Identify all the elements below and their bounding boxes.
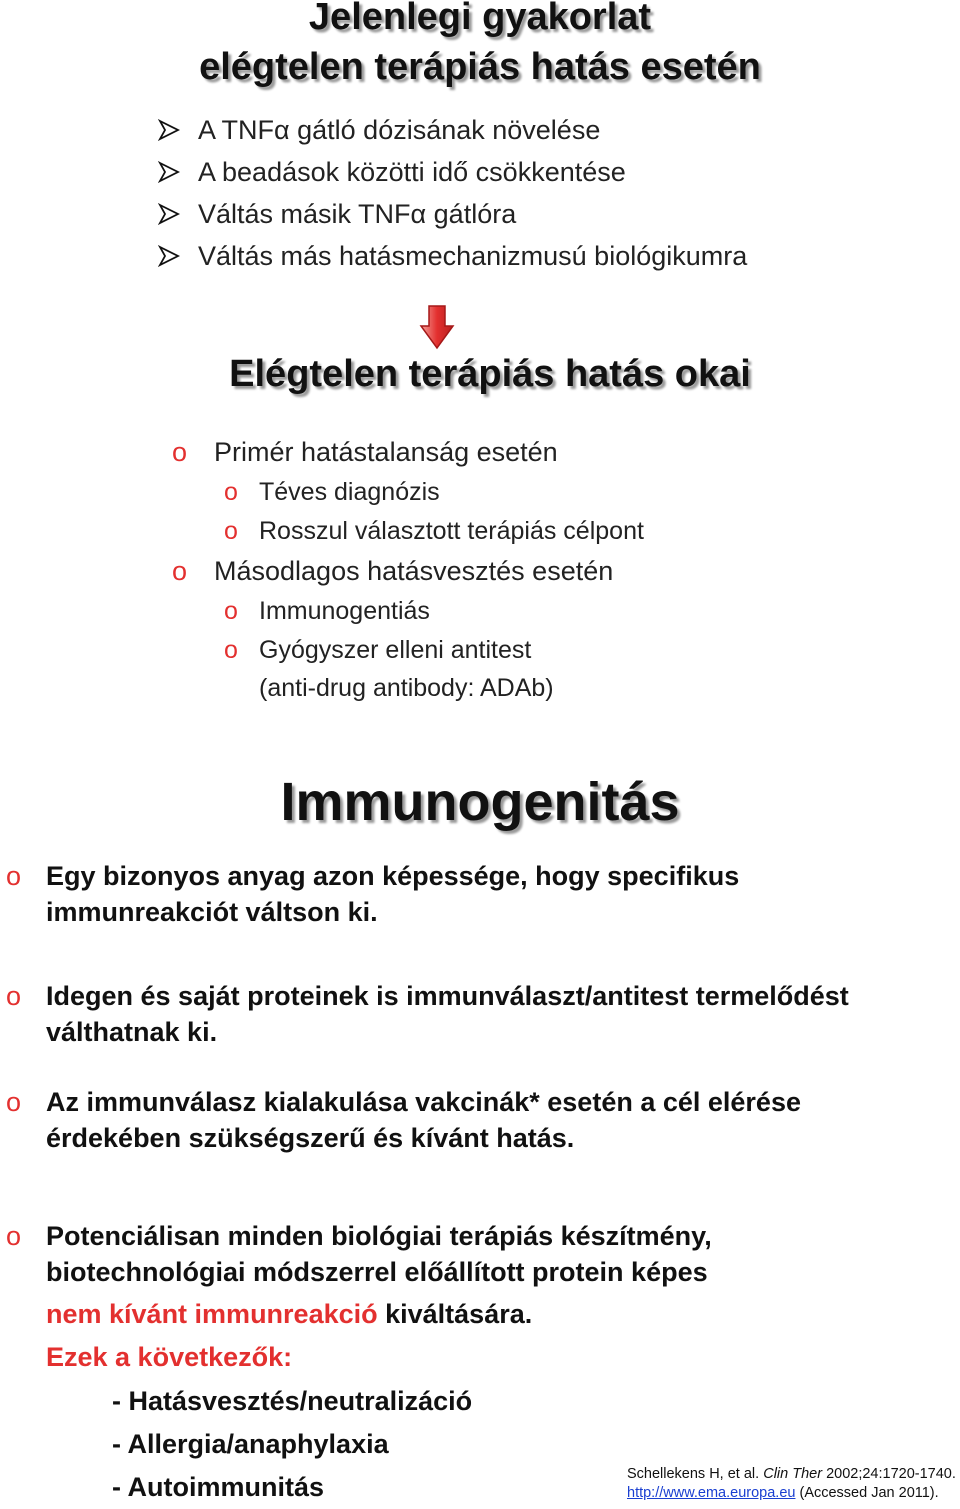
circle-bullet-icon: o bbox=[224, 597, 238, 625]
practice-item bbox=[158, 240, 747, 272]
cause-subitem bbox=[224, 477, 440, 507]
practice-item-label: A beadások közötti idő csökkentése bbox=[198, 157, 626, 187]
circle-bullet-icon: o bbox=[172, 556, 188, 586]
chevron-right-icon bbox=[158, 240, 198, 272]
citation-authors: Schellekens H, et al. bbox=[627, 1466, 764, 1482]
circle-bullet-icon: o bbox=[172, 437, 188, 467]
cause-subitem bbox=[224, 596, 430, 626]
practice-item-label: A TNFα gátló dózisának növelése bbox=[198, 115, 601, 145]
cause-subitem bbox=[224, 635, 531, 665]
paragraph-line: Egy bizonyos anyag azon képessége, hogy specifikus bbox=[46, 861, 740, 891]
paragraph-line: érdekében szükségszerű és kívánt hatás. bbox=[46, 1123, 575, 1153]
circle-bullet-icon: o bbox=[224, 636, 238, 664]
page-title-line2: elégtelen terápiás hatás esetén bbox=[199, 46, 761, 88]
citation-line2 bbox=[627, 1484, 939, 1503]
circle-bullet-icon: o bbox=[224, 517, 238, 545]
immunogenicity-title: Immunogenitás bbox=[280, 772, 680, 832]
consequence-item: - Hatásvesztés/neutralizáció bbox=[112, 1386, 473, 1416]
practice-item-label: Váltás másik TNFα gátlóra bbox=[198, 199, 517, 229]
practice-item bbox=[158, 198, 516, 230]
vaccine-paragraph bbox=[6, 1084, 801, 1156]
cause-item bbox=[172, 436, 558, 468]
ema-link[interactable]: http://www.ema.europa.eu bbox=[627, 1485, 796, 1501]
page-title-line1: Jelenlegi gyakorlat bbox=[308, 0, 652, 38]
chevron-right-icon bbox=[158, 156, 198, 188]
practice-item bbox=[158, 156, 626, 188]
paragraph-line: biotechnológiai módszerrel előállított protein képes bbox=[46, 1257, 708, 1287]
circle-bullet-icon: o bbox=[6, 1087, 22, 1117]
cause-subitem-label: Gyógyszer elleni antitest bbox=[259, 636, 532, 664]
practice-item-label: Váltás más hatásmechanizmusú biológikumra bbox=[198, 241, 748, 271]
paragraph-line: immunreakciót váltson ki. bbox=[46, 897, 378, 927]
practice-item bbox=[158, 114, 600, 146]
citation-accessed: (Accessed Jan 2011). bbox=[795, 1485, 939, 1501]
cause-label: Primér hatástalanság esetén bbox=[214, 437, 558, 467]
cause-subitem-label: Rosszul választott terápiás célpont bbox=[259, 517, 644, 545]
causes-title: Elégtelen terápiás hatás okai bbox=[229, 353, 751, 395]
consequence-item: - Allergia/anaphylaxia bbox=[112, 1429, 389, 1459]
potential-paragraph bbox=[6, 1218, 712, 1375]
paragraph-line: Idegen és saját proteinek is immunválaszt/antitest termelődést bbox=[46, 981, 849, 1011]
arrow-down-icon bbox=[418, 304, 456, 357]
unwanted-reaction-text: nem kívánt immunreakció bbox=[46, 1299, 378, 1329]
cause-label: Másodlagos hatásvesztés esetén bbox=[214, 556, 614, 586]
circle-bullet-icon: o bbox=[6, 981, 22, 1011]
circle-bullet-icon: o bbox=[6, 861, 22, 891]
consequence-item: - Autoimmunitás bbox=[112, 1472, 324, 1502]
citation-line1 bbox=[627, 1465, 956, 1484]
proteins-paragraph bbox=[6, 978, 849, 1050]
reaction-tail-text: kiváltására. bbox=[377, 1299, 533, 1329]
cause-subitem-continuation: (anti-drug antibody: ADAb) bbox=[259, 674, 554, 702]
citation-ref: 2002;24:1720-1740. bbox=[822, 1466, 956, 1482]
paragraph-line: Potenciálisan minden biológiai terápiás készítmény, bbox=[46, 1221, 712, 1251]
consequences-list bbox=[112, 1380, 472, 1509]
paragraph-line: válthatnak ki. bbox=[46, 1017, 218, 1047]
paragraph-line: Az immunválasz kialakulása vakcinák* esetén a cél elérése bbox=[46, 1087, 801, 1117]
circle-bullet-icon: o bbox=[224, 478, 238, 506]
cause-subitem-label: Téves diagnózis bbox=[259, 478, 440, 506]
paragraph-line bbox=[46, 1296, 712, 1332]
cause-subitem bbox=[224, 516, 644, 546]
citation-journal: Clin Ther bbox=[763, 1466, 823, 1482]
chevron-right-icon bbox=[158, 198, 198, 230]
circle-bullet-icon: o bbox=[6, 1221, 22, 1251]
consequences-label: Ezek a következők: bbox=[46, 1342, 293, 1372]
cause-item bbox=[172, 555, 613, 587]
definition-paragraph bbox=[6, 858, 740, 930]
cause-subitem-label: Immunogentiás bbox=[259, 597, 430, 625]
chevron-right-icon bbox=[158, 114, 198, 146]
